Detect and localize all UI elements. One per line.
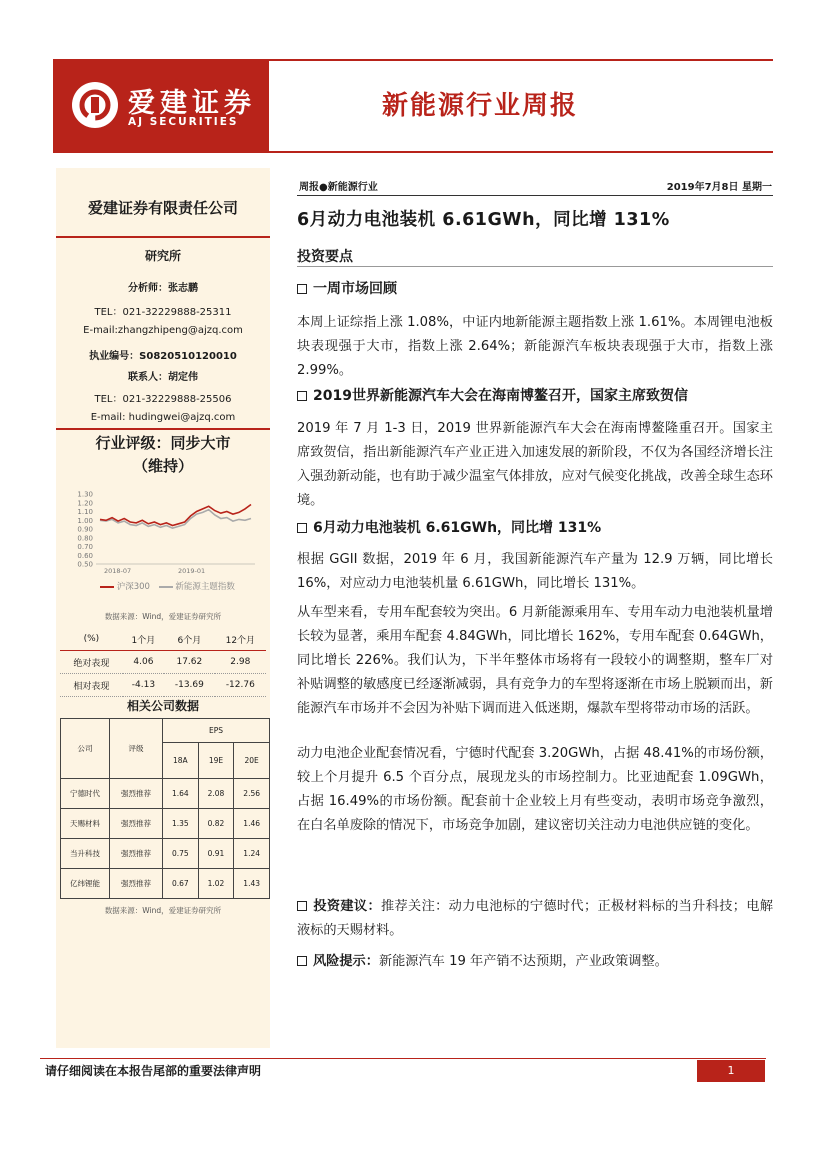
battery-text-3: 动力电池企业配套情况看，宁德时代配套 3.20GWh，占据 48.41%的市场份额，较上个月提升 6.5 个百分点，展现龙头的市场控制力。比亚迪配套 1.09GWh，占据 16.49%的市场份额。配套前十企业较上月有些变动，表明市场竞争激烈，在白名单废除的情况下，市场竞争加剧，建议密切关注动力电池供应链的变化。 bbox=[297, 746, 773, 833]
contact-tel: TEL：021-32229888-25506 bbox=[94, 394, 232, 405]
y-tick-label: 0.80 bbox=[77, 534, 93, 543]
battery-text-2: 从车型来看，专用车配套较为突出。6 月新能源乘用车、专用车动力电池装机量增长较为显著，乘用车配套 4.84GWh，同比增长 162%，专用车配套 0.64GWh，同比增长 226%。我们认为，下半年整体市场将有一段较小的调整期，整车厂对补贴调整的敏感度已经逐渐减弱，具有竞争力的车型将逐渐在市场上脱颖而出，新能源汽车市场并不会因为补贴下调而进入低迷期，爆款车型将带动市场的活跃。 bbox=[297, 605, 773, 716]
rel-company: 亿纬锂能 bbox=[61, 869, 110, 899]
perf-header: 6个月 bbox=[164, 628, 215, 651]
rel-rating: 强烈推荐 bbox=[110, 809, 163, 839]
perf-cell: -13.69 bbox=[164, 674, 215, 697]
legend-swatch-ne bbox=[159, 586, 173, 588]
perf-cell: 17.62 bbox=[164, 651, 215, 674]
rel-eps: 1.64 bbox=[163, 779, 199, 809]
y-tick-label: 0.50 bbox=[77, 560, 93, 569]
y-tick-label: 1.20 bbox=[77, 499, 93, 508]
y-tick-label: 0.60 bbox=[77, 551, 93, 560]
footer-rule bbox=[40, 1058, 766, 1059]
report-date: 2019年7月8日 星期一 bbox=[666, 182, 772, 193]
market-review-text: 本周上证综指上涨 1.08%，中证内地新能源主题指数上涨 1.61%。本周锂电池板块表现强于大市，指数上涨 2.64%；新能源汽车板块表现强于大市，指数上涨 2.99%。 bbox=[297, 315, 773, 378]
sidebar-dept: 研究所 bbox=[144, 249, 181, 263]
perf-header: (%) bbox=[60, 628, 123, 651]
conference-text: 2019 年 7 月 1-3 日，2019 世界新能源汽车大会在海南博鳌隆重召开。国家主席致贺信，指出新能源汽车产业正进入加速发展的新阶段，不仅为各国经济增长注入强劲新动能，也有助于减少温室气体排放，应对气候变化挑战，改善全球生态环境。 bbox=[297, 421, 773, 508]
legal-notice: 请仔细阅读在本报告尾部的重要法律声明 bbox=[45, 1064, 262, 1078]
related-companies-table bbox=[60, 718, 270, 899]
rel-company: 宁德时代 bbox=[61, 779, 110, 809]
contact-line: 联系人：胡定伟 bbox=[128, 372, 198, 383]
section-market-review: 一周市场回顾 bbox=[297, 278, 397, 298]
analyst-tel: TEL：021-32229888-25311 bbox=[94, 307, 232, 318]
sidebar-rule bbox=[56, 428, 270, 430]
sidebar bbox=[56, 168, 270, 1048]
report-series-title: 新能源行业周报 bbox=[381, 91, 578, 121]
rel-rating: 强烈推荐 bbox=[110, 869, 163, 899]
rel-eps: 1.02 bbox=[198, 869, 234, 899]
table-source: 数据来源：Wind，爱建证券研究所 bbox=[104, 906, 222, 915]
sidebar-rule bbox=[56, 236, 270, 238]
sidebar-company: 爱建证券有限责任公司 bbox=[87, 199, 238, 217]
key-points-heading: 投资要点 bbox=[297, 249, 353, 265]
rel-eps: 0.75 bbox=[163, 839, 199, 869]
header-bottom-rule bbox=[53, 151, 773, 153]
perf-cell: 2.98 bbox=[215, 651, 266, 674]
license-number: 执业编号：S0820510120010 bbox=[89, 351, 237, 362]
key-points-rule bbox=[297, 266, 773, 267]
rel-eps: 2.08 bbox=[198, 779, 234, 809]
rel-eps: 1.46 bbox=[234, 809, 270, 839]
chart-source: 数据来源：Wind，爱建证券研究所 bbox=[104, 612, 222, 621]
analyst-email[interactable]: E-mail:zhangzhipeng@ajzq.com bbox=[83, 325, 243, 336]
rel-head-rating: 评级 bbox=[110, 719, 163, 779]
y-tick-label: 1.10 bbox=[77, 508, 93, 516]
checkbox-icon bbox=[297, 901, 307, 911]
rel-head-company: 公司 bbox=[61, 719, 110, 779]
y-tick-label: 0.70 bbox=[77, 543, 93, 551]
checkbox-icon bbox=[297, 523, 307, 533]
report-category: 周报●新能源行业 bbox=[299, 182, 378, 193]
chart-legend bbox=[60, 580, 265, 592]
section-battery: 6月动力电池装机 6.61GWh，同比增 131% bbox=[297, 517, 601, 537]
performance-table bbox=[60, 628, 266, 697]
rel-head-eps: EPS bbox=[163, 719, 270, 743]
logo-english: AJ SECURITIES bbox=[128, 116, 239, 128]
rel-head-year: 20E bbox=[234, 743, 270, 779]
logo-name: 爱建证券 bbox=[128, 88, 256, 119]
checkbox-icon bbox=[297, 956, 307, 966]
section-conference: 2019世界新能源汽车大会在海南博鳌召开，国家主席致贺信 bbox=[297, 385, 688, 405]
rel-eps: 1.35 bbox=[163, 809, 199, 839]
contact-email[interactable]: E-mail: hudingwei@ajzq.com bbox=[90, 412, 236, 423]
perf-header: 12个月 bbox=[215, 628, 266, 651]
meta-rule bbox=[297, 195, 773, 196]
perf-label: 绝对表现 bbox=[60, 651, 123, 674]
analyst-line: 分析师：张志鹏 bbox=[128, 283, 198, 294]
y-tick-label: 1.30 bbox=[77, 490, 93, 499]
legend-hs300: 沪深300 bbox=[116, 582, 150, 592]
x-tick-label: 2019-01 bbox=[178, 567, 206, 575]
legend-ne-index: 新能源主题指数 bbox=[175, 582, 235, 592]
rel-rating: 强烈推荐 bbox=[110, 779, 163, 809]
related-companies-title: 相关公司数据 bbox=[126, 699, 199, 713]
perf-cell: -12.76 bbox=[215, 674, 266, 697]
rel-eps: 1.43 bbox=[234, 869, 270, 899]
x-tick-label: 2018-07 bbox=[104, 567, 132, 575]
rel-head-year: 18A bbox=[163, 743, 199, 779]
checkbox-icon bbox=[297, 284, 307, 294]
rel-company: 当升科技 bbox=[61, 839, 110, 869]
rel-eps: 2.56 bbox=[234, 779, 270, 809]
perf-cell: -4.13 bbox=[123, 674, 164, 697]
checkbox-icon bbox=[297, 391, 307, 401]
logo-mark-icon bbox=[72, 82, 118, 128]
perf-header: 1个月 bbox=[123, 628, 164, 651]
rel-eps: 0.67 bbox=[163, 869, 199, 899]
legend-swatch-hs300 bbox=[100, 586, 114, 588]
industry-rating: 行业评级：同步大市 （维持） bbox=[95, 434, 231, 475]
y-tick-label: 1.00 bbox=[77, 516, 93, 525]
rel-eps: 1.24 bbox=[234, 839, 270, 869]
risk-notice: 风险提示：新能源汽车 19 年产销不达预期，产业政策调整。 bbox=[297, 950, 773, 974]
perf-label: 相对表现 bbox=[60, 674, 123, 697]
page-number: 1 bbox=[697, 1060, 765, 1082]
rel-eps: 0.91 bbox=[198, 839, 234, 869]
rel-company: 天赐材料 bbox=[61, 809, 110, 839]
rel-head-year: 19E bbox=[198, 743, 234, 779]
investment-advice: 投资建议：推荐关注：动力电池标的宁德时代；正极材料标的当升科技；电解液标的天赐材料。 bbox=[297, 899, 774, 938]
perf-cell: 4.06 bbox=[123, 651, 164, 674]
page-title: 6月动力电池装机 6.61GWh，同比增 131% bbox=[297, 210, 670, 230]
y-tick-label: 0.90 bbox=[77, 525, 93, 534]
rel-rating: 强烈推荐 bbox=[110, 839, 163, 869]
battery-text-1: 根据 GGII 数据，2019 年 6 月，我国新能源汽车产量为 12.9 万辆，同比增长 16%，对应动力电池装机量 6.61GWh，同比增长 131%。 bbox=[297, 552, 773, 591]
rel-eps: 0.82 bbox=[198, 809, 234, 839]
